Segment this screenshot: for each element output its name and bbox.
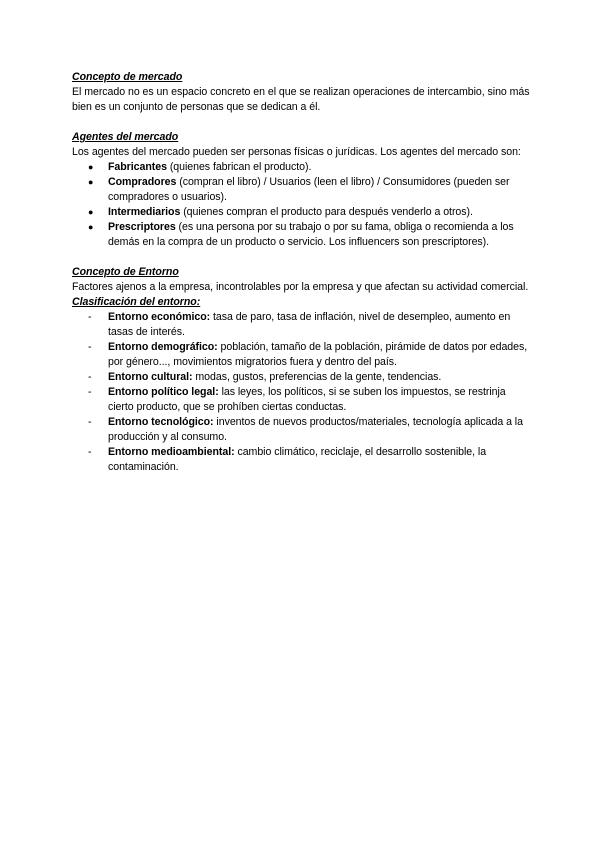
- paragraph-concepto-entorno: Factores ajenos a la empresa, incontrolables por la empresa y que afectan su actividad comercial.: [72, 281, 529, 293]
- list-item-description: (quienes compran el producto para después venderlo a otros).: [180, 206, 473, 218]
- list-item-description: inventos de nuevos productos/materiales, tecnología aplicada a la producción y al consumo.: [108, 416, 523, 443]
- list-item: [72, 160, 532, 175]
- list-item: [72, 310, 532, 340]
- dash-icon: -: [88, 371, 92, 383]
- dash-icon: -: [88, 311, 92, 323]
- list-item-term: Compradores: [108, 176, 177, 188]
- list-item-description: (quienes fabrican el producto).: [166, 161, 312, 173]
- list-item: [72, 385, 532, 415]
- bullet-icon: ●: [88, 177, 94, 187]
- spacer: [72, 115, 532, 130]
- paragraph-concepto-mercado: El mercado no es un espacio concreto en el que se realizan operaciones de intercambio, sino más bien es un conjunto de personas que se dedican a él.: [72, 86, 530, 113]
- list-item: [72, 205, 532, 220]
- heading-concepto-mercado: Concepto de mercado: [72, 71, 183, 83]
- list-item: [72, 175, 532, 205]
- list-item-description: población, tamaño de la población, pirámide de datos por edades, por género..., movimientos migratorios fuera y dentro del país.: [108, 341, 528, 368]
- list-item-term: Fabricantes: [108, 161, 167, 173]
- list-item-term: Entorno medioambiental:: [108, 446, 235, 458]
- list-item-term: Prescriptores: [108, 221, 176, 233]
- heading-agentes-mercado: Agentes del mercado: [72, 131, 179, 143]
- list-item: [72, 415, 532, 445]
- list-item: [72, 220, 532, 250]
- list-item: [72, 340, 532, 370]
- document-page: [72, 70, 532, 475]
- list-item-term: Intermediarios: [108, 206, 181, 218]
- heading-clasificacion-entorno: Clasificación del entorno:: [72, 296, 201, 308]
- list-item: [72, 370, 532, 385]
- bullet-icon: ●: [88, 207, 94, 217]
- list-item-description: tasa de paro, tasa de inflación, nivel de desempleo, aumento en tasas de interés.: [108, 311, 511, 338]
- list-item-description: (es una persona por su trabajo o por su fama, obliga o recomienda a los demás en la compra de un producto o servicio. Los influencers son prescriptores).: [108, 221, 514, 248]
- dash-icon: -: [88, 416, 92, 428]
- list-item-description: modas, gustos, preferencias de la gente, tendencias.: [192, 371, 442, 383]
- bullet-icon: ●: [88, 222, 94, 232]
- list-item: [72, 445, 532, 475]
- spacer: [72, 250, 532, 265]
- paragraph-agentes-intro: Los agentes del mercado pueden ser personas físicas o jurídicas. Los agentes del mercado son:: [72, 146, 521, 158]
- dash-icon: -: [88, 341, 92, 353]
- agentes-list: [72, 160, 532, 250]
- list-item-description: las leyes, los políticos, si se suben los impuestos, se restrinja cierto producto, que se prohíben ciertas conductas.: [108, 386, 506, 413]
- dash-icon: -: [88, 386, 92, 398]
- list-item-term: Entorno político legal:: [108, 386, 219, 398]
- list-item-term: Entorno cultural:: [108, 371, 193, 383]
- list-item-term: Entorno tecnológico:: [108, 416, 214, 428]
- dash-icon: -: [88, 446, 92, 458]
- heading-concepto-entorno: Concepto de Entorno: [72, 266, 179, 278]
- list-item-description: (compran el libro) / Usuarios (leen el libro) / Consumidores (pueden ser compradores o usuarios).: [108, 176, 510, 203]
- list-item-description: cambio climático, reciclaje, el desarrollo sostenible, la contaminación.: [108, 446, 487, 473]
- list-item-term: Entorno demográfico:: [108, 341, 218, 353]
- bullet-icon: ●: [88, 162, 94, 172]
- list-item-term: Entorno económico:: [108, 311, 211, 323]
- clasificacion-list: [72, 310, 532, 475]
